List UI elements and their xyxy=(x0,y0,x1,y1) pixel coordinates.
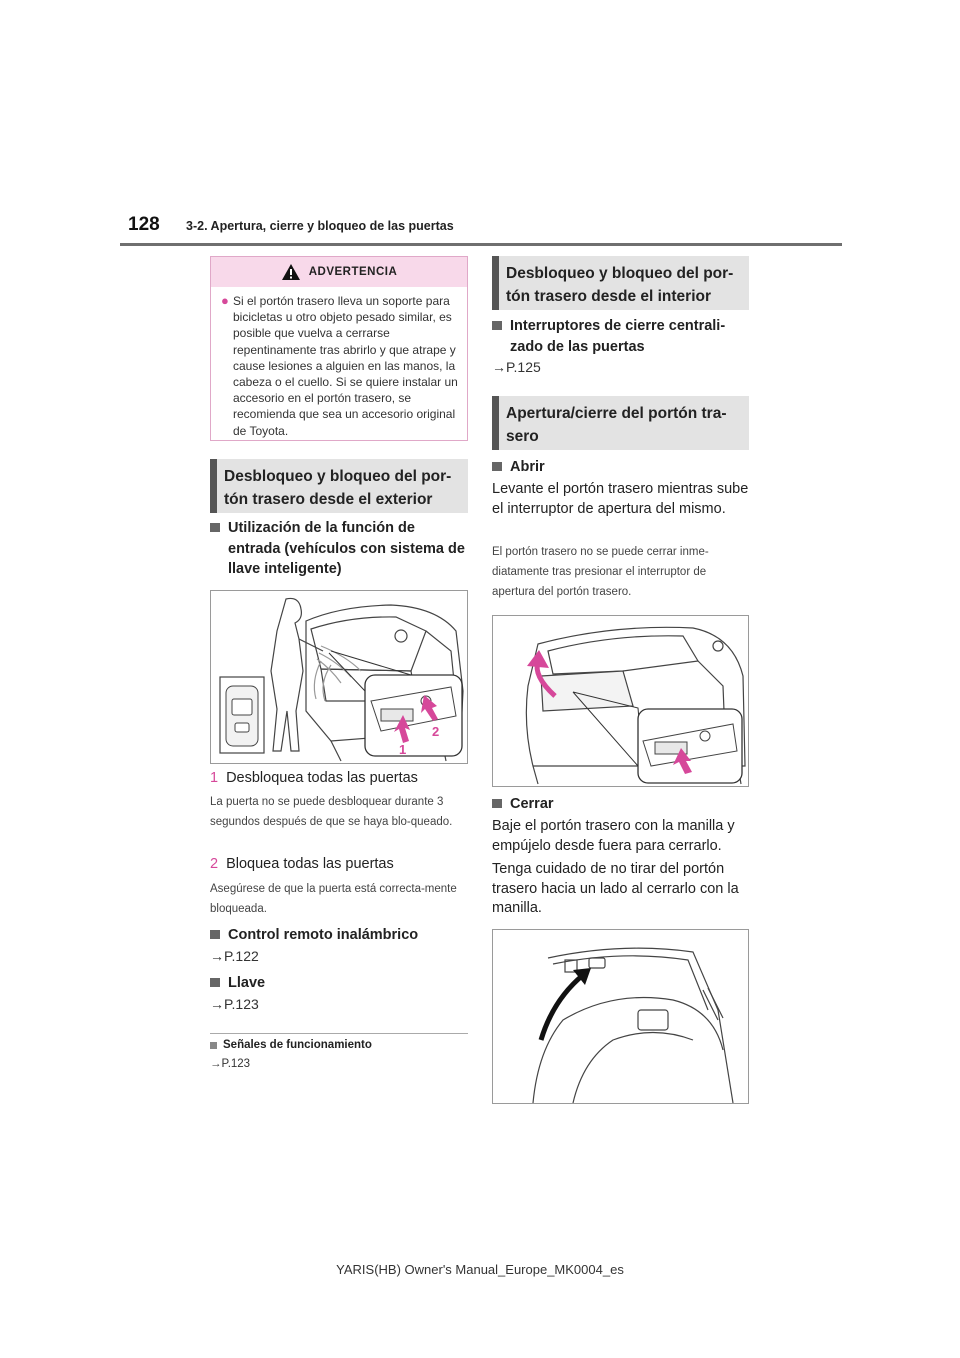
subsection-central-locking-label: Interruptores de cierre centrali-zado de las puertas xyxy=(510,318,726,355)
close-text-2: Tenga cuidado de no tirar del portón trasero hacia un lado al cerrarlo con la manilla. xyxy=(492,861,739,916)
square-bullet-icon xyxy=(492,799,502,808)
tailgate-exterior-drawing xyxy=(211,591,467,763)
open-text: Levante el portón trasero mientras sube el interruptor de apertura del mismo. xyxy=(492,481,749,517)
page-number: 128 xyxy=(128,214,160,235)
divider xyxy=(210,1033,468,1034)
item-1 xyxy=(210,769,468,789)
header-rule xyxy=(120,243,842,246)
heading-open-close: Apertura/cierre del portón tra-sero xyxy=(492,396,749,450)
square-bullet-icon xyxy=(210,930,220,939)
item-1-text: Desbloquea todas las puertas xyxy=(226,770,418,786)
subsection-remote-label: Control remoto inalámbrico xyxy=(228,927,419,943)
subsection-entry-function-label: Utilización de la función de entrada (vehículos con sistema de llave inteligente) xyxy=(228,520,465,577)
tailgate-close-drawing xyxy=(493,930,748,1103)
square-bullet-icon xyxy=(492,321,502,330)
subsection-open-label: Abrir xyxy=(510,459,545,475)
square-bullet-icon xyxy=(210,978,220,987)
warning-title: ADVERTENCIA xyxy=(308,266,398,278)
section-title: 3-2. Apertura, cierre y bloqueo de las puertas xyxy=(186,219,454,233)
item-2-note: Asegúrese de que la puerta está correcta-mente bloqueada. xyxy=(210,883,457,915)
item-2 xyxy=(210,855,468,875)
warning-header xyxy=(211,257,467,287)
illustration-close xyxy=(492,929,749,1104)
subsection-entry-function xyxy=(210,518,468,580)
signals-ref: →P.123 xyxy=(210,1058,251,1070)
square-bullet-icon xyxy=(492,462,502,471)
subsection-key-label: Llave xyxy=(228,975,266,991)
item-1-note: La puerta no se puede desbloquear durante 3 segundos después de que se haya blo-queado. xyxy=(210,796,453,828)
figure-label-2: 2 xyxy=(432,724,440,739)
ref-central-locking: →P.125 xyxy=(492,359,541,375)
square-bullet-icon xyxy=(210,523,220,532)
subsection-remote xyxy=(210,925,468,946)
warning-text: Si el portón trasero lleva un soporte para bicicletas u otro objeto pesado similar, es posible que vuelva a cerrarse repentinamente tras abrirlo y que atrape y cause lesiones a alguien en las manos, la cabeza o el cuello. Si se quiere instalar un accesorio en el portón trasero, se recomienda que sea un accesorio original de Toyota. xyxy=(233,294,458,438)
item-1-number: 1 xyxy=(210,770,219,786)
item-2-text: Bloquea todas las puertas xyxy=(226,856,394,872)
warning-body xyxy=(211,287,467,439)
square-bullet-icon xyxy=(210,1042,217,1049)
illustration-entry-function xyxy=(210,590,468,764)
illustration-open xyxy=(492,615,749,787)
subsection-key xyxy=(210,973,468,994)
signals-heading-label: Señales de funcionamiento xyxy=(223,1039,372,1051)
bullet-dot-icon: ● xyxy=(221,293,229,308)
subsection-open xyxy=(492,457,749,478)
warning-box xyxy=(210,256,468,441)
subsection-close-label: Cerrar xyxy=(510,796,554,812)
heading-exterior: Desbloqueo y bloqueo del por-tón trasero desde el exterior xyxy=(210,459,468,513)
subsection-close xyxy=(492,794,749,815)
tailgate-open-drawing xyxy=(493,616,748,786)
ref-remote: →P.122 xyxy=(210,948,259,964)
close-text-1: Baje el portón trasero con la manilla y empújelo desde fuera para cerrarlo. xyxy=(492,818,735,854)
subsection-central-locking xyxy=(492,316,749,357)
warning-triangle-icon xyxy=(281,263,301,281)
signals-heading xyxy=(210,1039,372,1051)
heading-interior: Desbloqueo y bloqueo del por-tón trasero desde el interior xyxy=(492,256,749,310)
item-2-number: 2 xyxy=(210,856,219,872)
ref-key: →P.123 xyxy=(210,996,259,1012)
open-note: El portón trasero no se puede cerrar inme-diatamente tras presionar el interruptor de apertura del portón trasero. xyxy=(492,546,709,598)
footer: YARIS(HB) Owner's Manual_Europe_MK0004_es xyxy=(336,1262,624,1277)
figure-label-1: 1 xyxy=(399,742,407,757)
